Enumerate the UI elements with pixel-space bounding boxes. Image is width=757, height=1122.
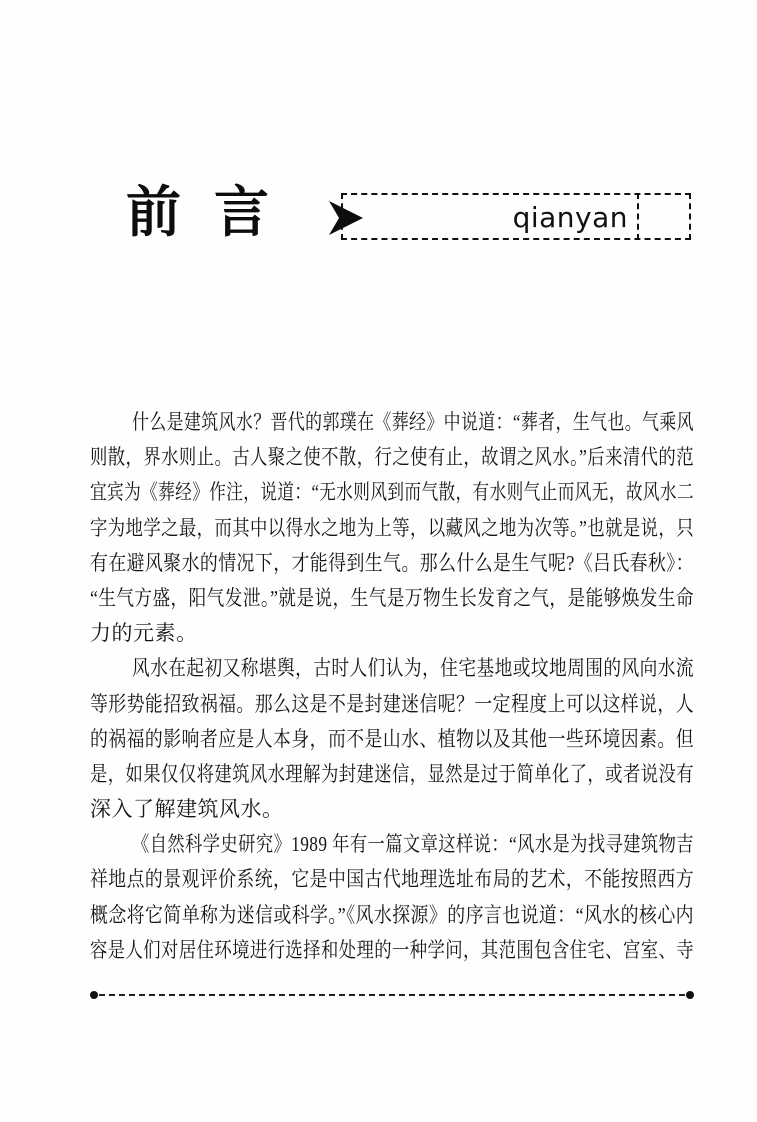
footer-dot-right <box>686 991 694 999</box>
text-line <box>90 546 694 581</box>
text-line <box>90 511 694 546</box>
text-line-content: 是，如果仅仅将建筑风水理解为封建迷信，显然是过于简单化了，或者说没有 <box>90 761 694 786</box>
text-line-content: “生气方盛，阳气发泄。”就是说，生气是万物生长发育之气，是能够焕发生命 <box>90 585 694 610</box>
pinyin-label: qianyan <box>512 201 628 234</box>
box-divider <box>637 193 639 240</box>
footer-rule <box>90 990 694 1000</box>
text-line-content: 力的元素。 <box>90 621 198 646</box>
text-line <box>90 827 694 862</box>
text-line <box>90 581 694 616</box>
text-line <box>90 862 694 897</box>
text-line <box>90 898 694 933</box>
text-line <box>90 933 694 968</box>
text-line <box>90 722 694 757</box>
page-title <box>126 183 269 243</box>
text-line-content: 祥地点的景观评价系统，它是中国古代地理选址布局的艺术，不能按照西方 <box>90 867 694 892</box>
body-text <box>90 405 694 968</box>
text-line-content: 深入了解建筑风水。 <box>90 797 284 822</box>
text-line-content: 概念将它简单称为迷信或科学。”《风水探源》的序言也说道：“风水的核心内 <box>90 902 694 927</box>
title-char: 言 <box>214 182 270 243</box>
text-line-content: 则散，界水则止。古人聚之使不散，行之使有止，故谓之风水。”后来清代的范 <box>90 445 694 470</box>
footer-dashed-line <box>99 994 685 996</box>
pinyin-box <box>341 193 691 240</box>
text-line <box>90 757 694 792</box>
text-line-content: 容是人们对居住环境进行选择和处理的一种学问，其范围包含住宅、宫室、寺 <box>90 937 694 962</box>
text-line-content: 宜宾为《葬经》作注，说道：“无水则风到而气散，有水则气止而风无，故风水二 <box>90 480 694 505</box>
text-line <box>90 475 694 510</box>
text-line <box>90 687 694 722</box>
text-line <box>90 651 694 686</box>
text-line <box>90 616 694 651</box>
text-line-content: 有在避风聚水的情况下，才能得到生气。那么什么是生气呢?《吕氏春秋》： <box>90 550 694 575</box>
text-line-content: 等形势能招致祸福。那么这是不是封建迷信呢？一定程度上可以这样说，人 <box>90 691 694 716</box>
footer-dot-left <box>90 991 98 999</box>
text-line-content: 风水在起初又称堪舆，古时人们认为，住宅基地或坟地周围的风向水流 <box>132 656 694 681</box>
text-line-content: 什么是建筑风水？晋代的郭璞在《葬经》中说道：“葬者，生气也。气乘风 <box>132 410 694 434</box>
text-line <box>90 792 694 827</box>
text-line-content: 《自然科学史研究》1989 年有一篇文章这样说：“风水是为找寻建筑物吉 <box>132 832 694 857</box>
text-line <box>90 405 694 440</box>
title-char: 前 <box>126 182 182 243</box>
text-line-content: 的祸福的影响者应是人本身，而不是山水、植物以及其他一些环境因素。但 <box>90 726 694 751</box>
text-line <box>90 440 694 475</box>
text-line-content: 字为地学之最，而其中以得水之地为上等，以藏风之地为次等。”也就是说，只 <box>90 515 694 540</box>
